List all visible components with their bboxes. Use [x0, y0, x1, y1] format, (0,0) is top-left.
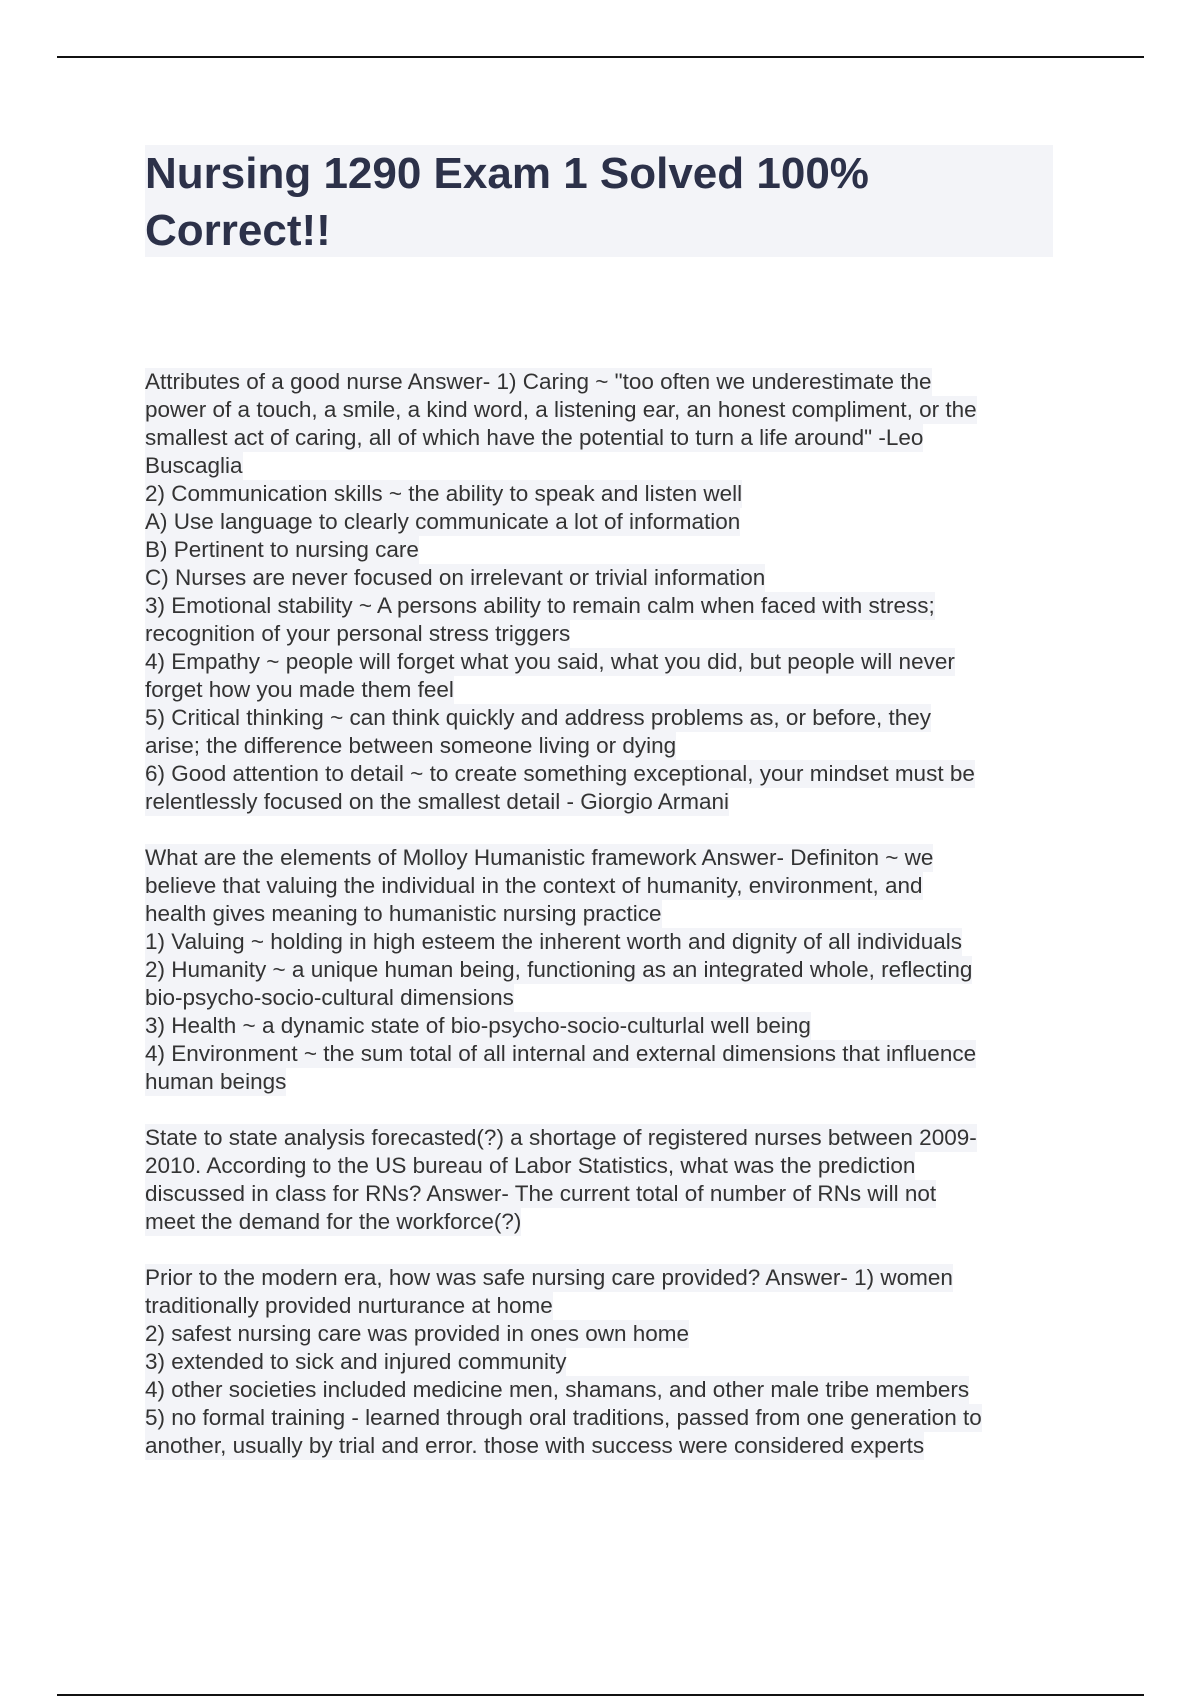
text-line: bio-psycho-socio-cultural dimensions [145, 985, 514, 1010]
text-line: meet the demand for the workforce(?) [145, 1209, 522, 1234]
text-line: Attributes of a good nurse Answer- 1) Caring ~ "too often we underestimate the [145, 369, 932, 394]
footer-rule [57, 1694, 1144, 1696]
text-line: discussed in class for RNs? Answer- The current total of number of RNs will not [145, 1181, 937, 1206]
text-line: 5) Critical thinking ~ can think quickly and address problems as, or before, they [145, 705, 932, 730]
text-line: 2010. According to the US bureau of Labor Statistics, what was the prediction [145, 1153, 916, 1178]
text-line: B) Pertinent to nursing care [145, 537, 419, 562]
text-line: 4) Empathy ~ people will forget what you said, what you did, but people will never [145, 649, 955, 674]
text-line: arise; the difference between someone living or dying [145, 733, 677, 758]
text-line: 4) other societies included medicine men, shamans, and other male tribe members [145, 1377, 970, 1402]
text-line: A) Use language to clearly communicate a lot of information [145, 509, 741, 534]
document-title: Nursing 1290 Exam 1 Solved 100% Correct!! [145, 149, 869, 255]
qa-block-premodern-care [145, 1264, 1070, 1460]
text-line: relentlessly focused on the smallest detail - Giorgio Armani [145, 789, 730, 814]
text-line: forget how you made them feel [145, 677, 454, 702]
text-line: believe that valuing the individual in the context of humanity, environment, and [145, 873, 923, 898]
qa-block-nurse-shortage [145, 1124, 1070, 1236]
text-line: 5) no formal training - learned through oral traditions, passed from one generation to [145, 1405, 982, 1430]
text-line: Prior to the modern era, how was safe nursing care provided? Answer- 1) women [145, 1265, 953, 1290]
text-line: C) Nurses are never focused on irrelevant or trivial information [145, 565, 766, 590]
text-line: another, usually by trial and error. those with success were considered experts [145, 1433, 925, 1458]
text-line: smallest act of caring, all of which have the potential to turn a life around" -Leo [145, 425, 924, 450]
document-body [145, 368, 1070, 1488]
text-line: 6) Good attention to detail ~ to create something exceptional, your mindset must be [145, 761, 975, 786]
text-line: What are the elements of Molloy Humanistic framework Answer- Definiton ~ we [145, 845, 934, 870]
text-line: human beings [145, 1069, 287, 1094]
text-line: traditionally provided nurturance at home [145, 1293, 553, 1318]
text-line: recognition of your personal stress triggers [145, 621, 571, 646]
qa-block-molloy-framework [145, 844, 1070, 1096]
text-line: power of a touch, a smile, a kind word, a listening ear, an honest compliment, or the [145, 397, 977, 422]
text-line: health gives meaning to humanistic nursing practice [145, 901, 662, 926]
text-line: State to state analysis forecasted(?) a shortage of registered nurses between 2009- [145, 1125, 977, 1150]
header-rule [57, 56, 1144, 58]
text-line: 1) Valuing ~ holding in high esteem the inherent worth and dignity of all individuals [145, 929, 962, 954]
text-line: 2) Communication skills ~ the ability to speak and listen well [145, 481, 743, 506]
title-block [145, 145, 1053, 257]
text-line: Buscaglia [145, 453, 243, 478]
text-line: 2) safest nursing care was provided in ones own home [145, 1321, 690, 1346]
text-line: 2) Humanity ~ a unique human being, functioning as an integrated whole, reflecting [145, 957, 973, 982]
qa-block-attributes [145, 368, 1070, 816]
text-line: 3) Health ~ a dynamic state of bio-psycho-socio-culturlal well being [145, 1013, 811, 1038]
text-line: 3) Emotional stability ~ A persons ability to remain calm when faced with stress; [145, 593, 935, 618]
text-line: 3) extended to sick and injured community [145, 1349, 567, 1374]
text-line: 4) Environment ~ the sum total of all internal and external dimensions that influence [145, 1041, 977, 1066]
